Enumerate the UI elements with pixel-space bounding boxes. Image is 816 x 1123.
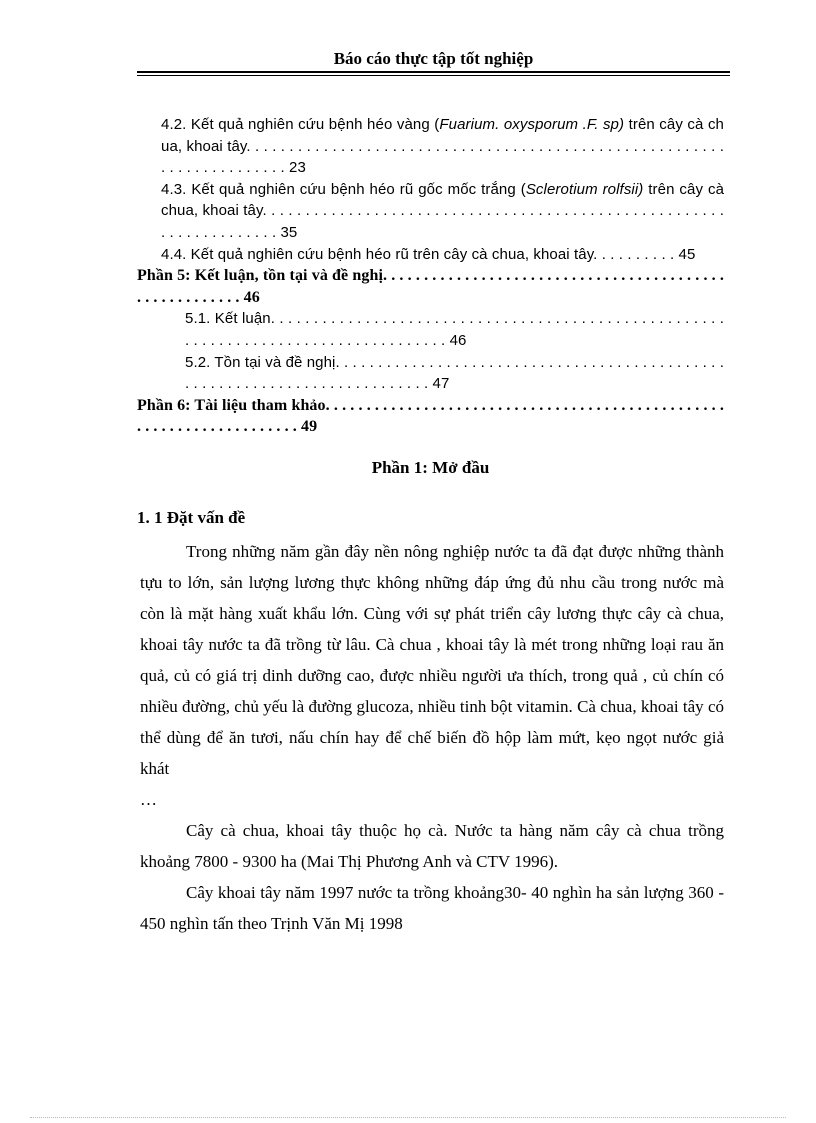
- page-header: [137, 48, 730, 76]
- toc-entry-4-3[interactable]: [137, 179, 724, 244]
- toc-entry-4-2[interactable]: [137, 114, 724, 179]
- toc-entry-5-2[interactable]: 5.2. Tồn tại và đề nghị. . . . . . . . . . . . . . . . . . . . . . . . . . . . . . . . . . . . . . . . . . . . . . . . . . . . . . . . . . . . . . . . . . . . . . . . . . . 47: [185, 353, 724, 393]
- toc-entry-4-4[interactable]: 4.4. Kết quả nghiên cứu bệnh héo rũ trên cây cà chua, khoai tây. . . . . . . . . . 45: [161, 245, 696, 263]
- section-body: [140, 536, 724, 939]
- paragraph-1-ellipsis: …: [140, 790, 157, 809]
- paragraph-2: Cây cà chua, khoai tây thuộc họ cà. Nước ta hàng năm cây cà chua trồng khoảng 7800 - 9300 ha (Mai Thị Phương Anh và CTV 1996).: [140, 821, 724, 871]
- header-title: Báo cáo thực tập tốt nghiệp: [333, 49, 534, 68]
- paragraph-3: Cây khoai tây năm 1997 nước ta trồng khoảng30- 40 nghìn ha sản lượng 360 - 450 nghìn tấn theo Trịnh Văn Mị 1998: [140, 883, 724, 933]
- table-of-contents: [137, 114, 724, 438]
- section-1-1-heading: 1. 1 Đặt vấn đề: [137, 508, 246, 527]
- header-rule-thick: [137, 71, 730, 73]
- toc-entry-5-1[interactable]: 5.1. Kết luận. . . . . . . . . . . . . . . . . . . . . . . . . . . . . . . . . . . . . . . . . . . . . . . . . . . . . . . . . . . . . . . . . . . . . . . . . . . . . . . . . . . . 46: [185, 310, 724, 349]
- page-bottom-divider: [30, 1117, 786, 1118]
- toc-entry-4-3-prefix: 4.3. Kết quả nghiên cứu bệnh héo rũ gốc mốc trắng (: [161, 180, 526, 198]
- toc-entry-4-2-prefix: 4.2. Kết quả nghiên cứu bệnh héo vàng (: [161, 116, 440, 133]
- part-1-heading: Phần 1: Mở đầu: [371, 458, 490, 477]
- toc-entry-part-6[interactable]: Phần 6: Tài liệu tham khảo. . . . . . . . . . . . . . . . . . . . . . . . . . . . . . . . . . . . . . . . . . . . . . . . . . . . . . . . . . . . . . . . . . . . . 49: [137, 396, 724, 436]
- header-rule-thin: [137, 75, 730, 76]
- toc-entry-4-2-species: Fuarium. oxysporum .F. sp): [439, 116, 625, 133]
- toc-entry-4-2-suffix: trên cây cà chua, khoai tây. . . . . . . . . . . . . . . . . . . . . . . . . . . . . . . . . . . . . . . . . . . . . . . . . . . . . . . . . . . . . . . . . . . . . . . 23: [161, 116, 725, 177]
- toc-entry-part-5[interactable]: Phần 5: Kết luận, tồn tại và đề nghị. . . . . . . . . . . . . . . . . . . . . . . . . . . . . . . . . . . . . . . . . . . . . . . . . . . . . . . 46: [137, 267, 724, 306]
- toc-entry-4-3-suffix: trên cây cà chua, khoai tây. . . . . . . . . . . . . . . . . . . . . . . . . . . . . . . . . . . . . . . . . . . . . . . . . . . . . . . . . . . . . . . . . . . . 35: [161, 180, 725, 241]
- toc-entry-4-3-species: Sclerotium rolfsii): [525, 180, 644, 198]
- paragraph-1: Trong những năm gần đây nền nông nghiệp nước ta đã đạt được những thành tựu to lớn, sản lượng lương thực không những đáp ứng đủ nhu cầu trong nước mà còn là mặt hàng xuất khẩu lớn. Cùng với sự phát triển cây lương thực cây cà chua, khoai tây nước ta đã trồng từ lâu. Cà chua , khoai tây là mét trong những loại rau ăn quả, củ có giá trị dinh dưỡng cao, được nhiều người ưa thích, trong quả , củ chín có nhiều đường, chủ yếu là đường glucoza, nhiều tinh bột vitamin. Cà chua, khoai tây có thể dùng để ăn tươi, nấu chín hay để chế biến đồ hộp làm mứt, kẹo ngọt nước giả khát: [140, 542, 724, 778]
